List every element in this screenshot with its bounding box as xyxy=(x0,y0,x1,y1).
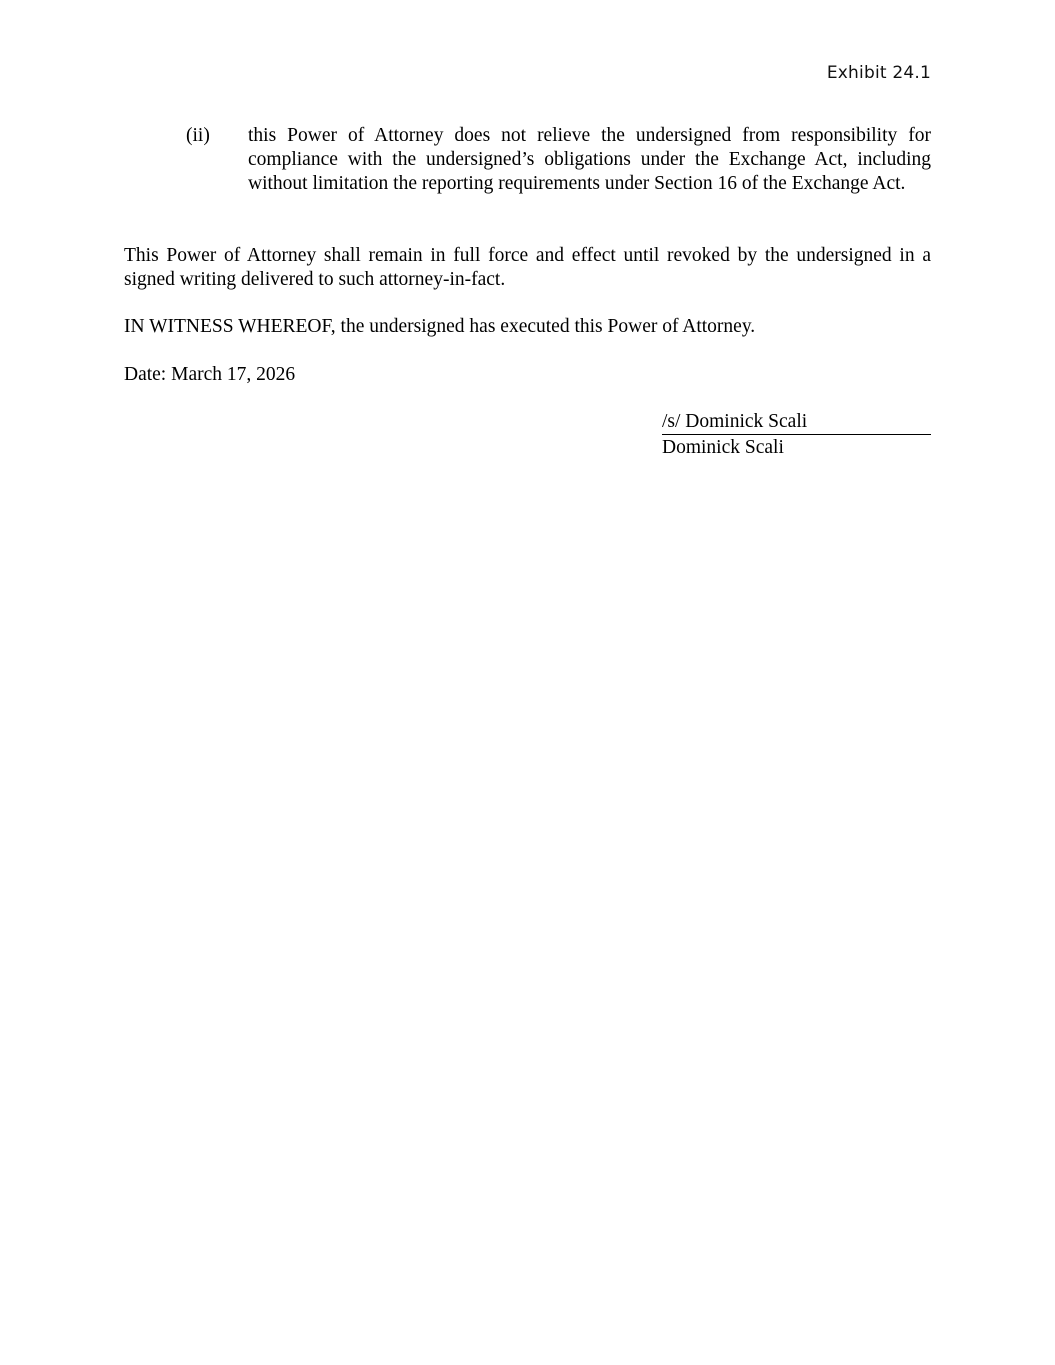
signature-block xyxy=(662,410,931,460)
witness-paragraph: IN WITNESS WHEREOF, the undersigned has executed this Power of Attorney. xyxy=(124,316,756,337)
date-line: Date: March 17, 2026 xyxy=(124,364,296,385)
exhibit-label: Exhibit 24.1 xyxy=(826,63,931,83)
force-effect-paragraph: This Power of Attorney shall remain in full force and effect until revoked by the undersigned in a signed writing delivered to such attorney-in-fact. xyxy=(124,245,931,290)
clause-number: (ii) xyxy=(186,125,210,146)
printed-name: Dominick Scali xyxy=(662,437,784,458)
clause-text: this Power of Attorney does not relieve the undersigned from responsibility for compliance with the undersigned’s obligations under the Exchange Act, including without limitation the reporting requirements under Section 16 of the Exchange Act. xyxy=(248,125,931,194)
signature-line: /s/ Dominick Scali xyxy=(662,410,931,435)
